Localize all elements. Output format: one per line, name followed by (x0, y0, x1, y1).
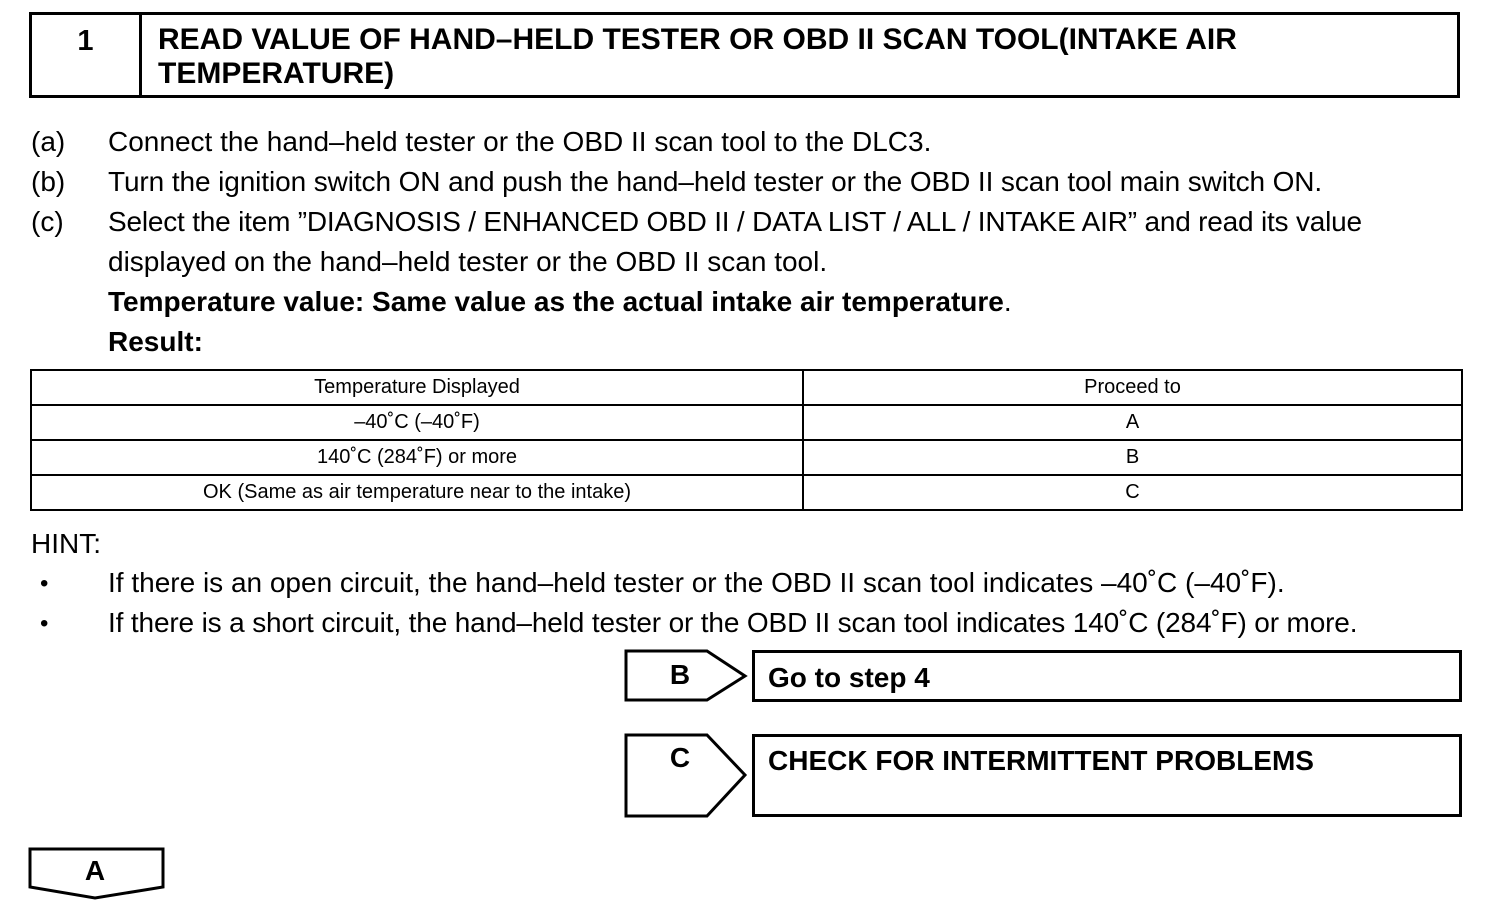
table-header-temperature: Temperature Displayed (31, 370, 803, 405)
table-row (31, 475, 1462, 510)
step-title-line1: READ VALUE OF HAND–HELD TESTER OR OBD II SCAN TOOL(INTAKE AIR (158, 23, 1237, 56)
hint-bullet: • (40, 570, 49, 597)
result-action-box-c (752, 734, 1462, 817)
hint-item-short-circuit: If there is a short circuit, the hand–held tester or the OBD II scan tool indicates 140˚C (284˚F) or more. (108, 607, 1358, 638)
result-action-c: CHECK FOR INTERMITTENT PROBLEMS (768, 745, 1314, 776)
spec-line (108, 282, 1012, 322)
step-title-line2: TEMPERATURE) (158, 57, 395, 90)
result-action-box-b (752, 650, 1462, 702)
instruction-label-b: (b) (31, 166, 66, 197)
table-cell-temperature: OK (Same as air temperature near to the intake) (31, 475, 803, 510)
table-header-proceed: Proceed to (803, 370, 1462, 405)
instruction-label-c: (c) (31, 206, 64, 237)
hint-bullet: • (40, 610, 49, 637)
table-cell-proceed: B (803, 440, 1462, 475)
step-title (158, 23, 1448, 91)
continue-letter-a: A (84, 855, 106, 886)
instruction-text-a: Connect the hand–held tester or the OBD II scan tool to the DLC3. (108, 126, 932, 157)
table-header-row (31, 370, 1462, 405)
result-action-b: Go to step 4 (768, 662, 930, 693)
table-row (31, 405, 1462, 440)
result-table (30, 369, 1463, 511)
table-cell-temperature: –40˚C (–40˚F) (31, 405, 803, 440)
table-row (31, 440, 1462, 475)
table-cell-proceed: C (803, 475, 1462, 510)
table-cell-temperature: 140˚C (284˚F) or more (31, 440, 803, 475)
instruction-label-a: (a) (31, 126, 66, 157)
result-letter-c: C (669, 742, 691, 773)
hint-item-open-circuit: If there is an open circuit, the hand–held tester or the OBD II scan tool indicates –40˚C (–40˚F). (108, 567, 1285, 598)
step-header (29, 12, 1460, 98)
instruction-text-c-cont: displayed on the hand–held tester or the OBD II scan tool. (108, 246, 828, 277)
spec-text: Temperature value: Same value as the actual intake air temperature (108, 286, 1004, 317)
step-number: 1 (32, 15, 142, 95)
spec-period: . (1003, 286, 1012, 317)
result-letter-b: B (669, 659, 691, 690)
hint-label: HINT: (31, 528, 101, 559)
result-label: Result: (108, 326, 203, 357)
instruction-text-b: Turn the ignition switch ON and push the hand–held tester or the OBD II scan tool main switch ON. (108, 166, 1323, 197)
table-cell-proceed: A (803, 405, 1462, 440)
instruction-text-c: Select the item ”DIAGNOSIS / ENHANCED OBD II / DATA LIST / ALL / INTAKE AIR” and read its value (108, 206, 1362, 237)
